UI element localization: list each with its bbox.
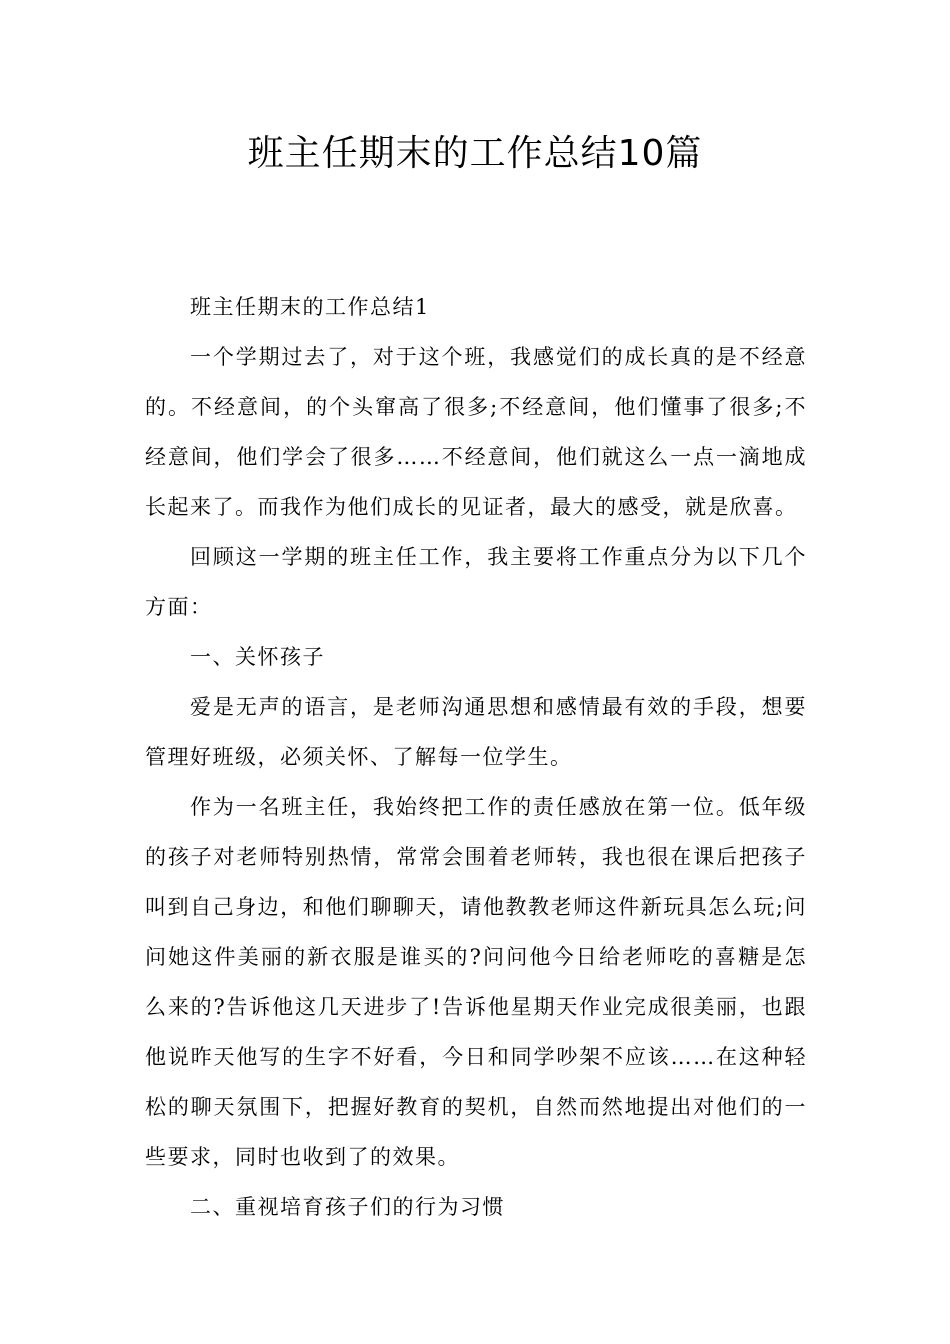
paragraph-review-intro: 回顾这一学期的班主任工作，我主要将工作重点分为以下几个方面： (145, 545, 807, 619)
section-heading-habits: 二、重视培育孩子们的行为习惯 (190, 1195, 505, 1219)
paragraph-love-language: 爱是无声的语言，是老师沟通思想和感情最有效的手段，想要管理好班级，必须关怀、了解每一位学生。 (145, 695, 807, 769)
section-heading-summary-1: 班主任期末的工作总结1 (190, 295, 430, 319)
paragraph-teacher-responsibility: 作为一名班主任，我始终把工作的责任感放在第一位。低年级的孩子对老师特别热情，常常会围着老师转，我也很在课后把孩子叫到自己身边，和他们聊聊天，请他教教老师这件新玩具怎么玩;问问她这件美丽的新衣服是谁买的?问问他今日给老师吃的喜糖是怎么来的?告诉他这几天进步了!告诉他星期天作业完成很美丽，也跟他说昨天他写的生字不好看，今日和同学吵架不应该……在这种轻松的聊天氛围下，把握好教育的契机，自然而然地提出对他们的一些要求，同时也收到了的效果。 (145, 795, 807, 1169)
document-body (145, 282, 807, 1232)
paragraph-semester-reflection: 一个学期过去了，对于这个班，我感觉们的成长真的是不经意的。不经意间，的个头窜高了很多;不经意间，他们懂事了很多;不经意间，他们学会了很多……不经意间，他们就这么一点一滴地成长起来了。而我作为他们成长的见证者，最大的感受，就是欣喜。 (145, 345, 807, 519)
document-title: 班主任期末的工作总结10篇 (247, 133, 703, 174)
section-heading-care: 一、关怀孩子 (190, 645, 325, 669)
